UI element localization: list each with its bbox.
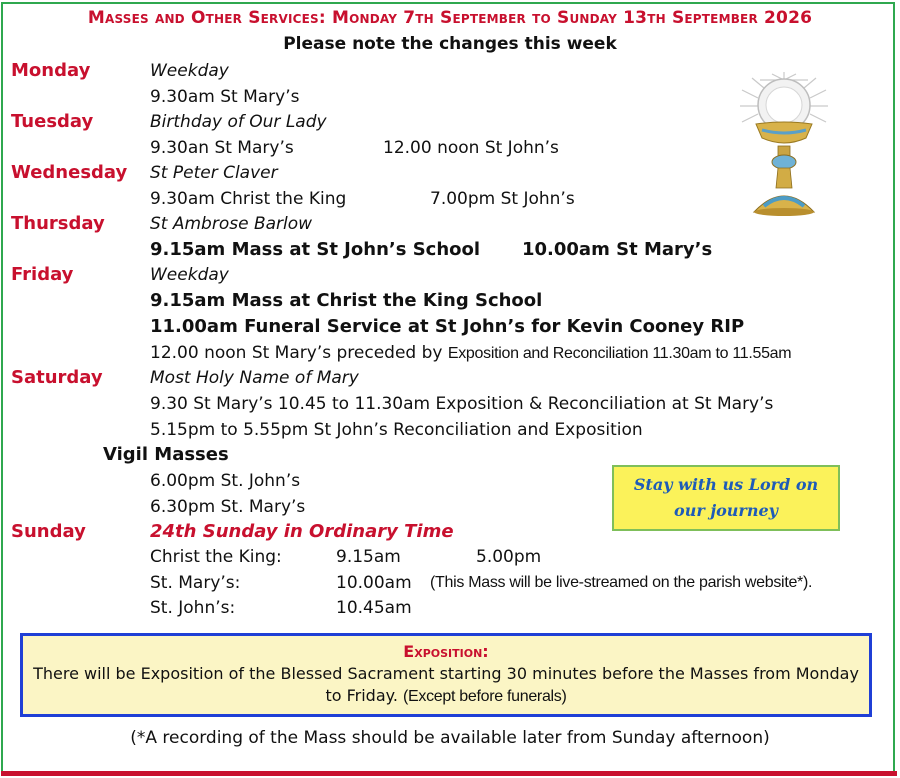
day-label-friday: Friday	[11, 264, 74, 285]
page-title: Masses and Other Services: Monday 7th September to Sunday 13th September 2026	[87, 8, 813, 28]
exposition-text: There will be Exposition of the Blessed Sacrament starting 30 minutes before the Masses from Monday to Friday.	[33, 664, 859, 705]
funeral-friday: 11.00am Funeral Service at St John’s for Kevin Cooney RIP	[150, 316, 745, 337]
sunday-place-2: St. Mary’s:	[150, 573, 241, 593]
exposition-title: Exposition:	[403, 642, 489, 661]
mass-thursday-1: 9.15am Mass at St John’s School	[150, 239, 481, 260]
feast-thursday: St Ambrose Barlow	[150, 214, 313, 234]
saturday-line-1: 9.30 St Mary’s 10.45 to 11.30am Exposition & Reconciliation at St Mary’s	[150, 394, 774, 414]
feast-saturday: Most Holy Name of Mary	[150, 368, 359, 388]
day-label-sunday: Sunday	[11, 521, 86, 542]
day-label-wednesday: Wednesday	[11, 162, 128, 183]
callout-line-2: our journey	[674, 501, 778, 520]
exposition-box	[20, 633, 872, 717]
mass-friday-1: 9.15am Mass at Christ the King School	[150, 290, 543, 311]
vigil-label: Vigil Masses	[103, 444, 229, 465]
sunday-time-1b: 5.00pm	[476, 547, 542, 567]
mass-wednesday-2: 7.00pm St John’s	[430, 189, 575, 209]
mass-friday-3a: 12.00 noon St Mary’s preceded by	[150, 343, 448, 363]
mass-tuesday-1: 9.30an St Mary’s	[150, 138, 294, 158]
vigil-mass-2: 6.30pm St. Mary’s	[150, 497, 306, 517]
exposition-note: (Except before funerals)	[402, 688, 567, 705]
sunday-place-1: Christ the King:	[150, 547, 282, 567]
feast-wednesday: St Peter Claver	[150, 163, 278, 183]
feast-monday: Weekday	[150, 61, 229, 81]
sunday-place-3: St. John’s:	[150, 598, 236, 618]
feast-sunday: 24th Sunday in Ordinary Time	[150, 521, 454, 542]
page-subtitle: Please note the changes this week	[283, 34, 617, 54]
callout-line-1: Stay with us Lord on	[633, 475, 819, 494]
day-label-tuesday: Tuesday	[11, 111, 94, 132]
mass-friday-3b: Exposition and Reconciliation 11.30am to 11.55am	[447, 345, 792, 362]
footnote: (*A recording of the Mass should be available later from Sunday afternoon)	[130, 728, 770, 748]
bottom-divider	[1, 771, 897, 776]
feast-tuesday: Birthday of Our Lady	[150, 112, 327, 132]
day-label-saturday: Saturday	[11, 367, 103, 388]
day-label-monday: Monday	[11, 60, 91, 81]
feast-friday: Weekday	[150, 265, 229, 285]
exposition-body	[23, 661, 869, 708]
vigil-mass-1: 6.00pm St. John’s	[150, 471, 301, 491]
saturday-line-2: 5.15pm to 5.55pm St John’s Reconciliation and Exposition	[150, 420, 643, 440]
mass-friday-3	[150, 343, 791, 363]
chalice-icon	[734, 72, 834, 218]
callout-text	[634, 472, 818, 524]
mass-tuesday-2: 12.00 noon St John’s	[383, 138, 559, 158]
mass-thursday-2: 10.00am St Mary’s	[522, 239, 713, 260]
callout-box	[612, 465, 840, 531]
mass-wednesday-1: 9.30am Christ the King	[150, 189, 347, 209]
sunday-time-2a: 10.00am	[336, 573, 412, 593]
livestream-note: (This Mass will be live-streamed on the parish website*).	[430, 574, 813, 591]
day-label-thursday: Thursday	[11, 213, 105, 234]
sunday-time-1a: 9.15am	[336, 547, 401, 567]
mass-monday: 9.30am St Mary’s	[150, 87, 300, 107]
sunday-time-3a: 10.45am	[336, 598, 412, 618]
